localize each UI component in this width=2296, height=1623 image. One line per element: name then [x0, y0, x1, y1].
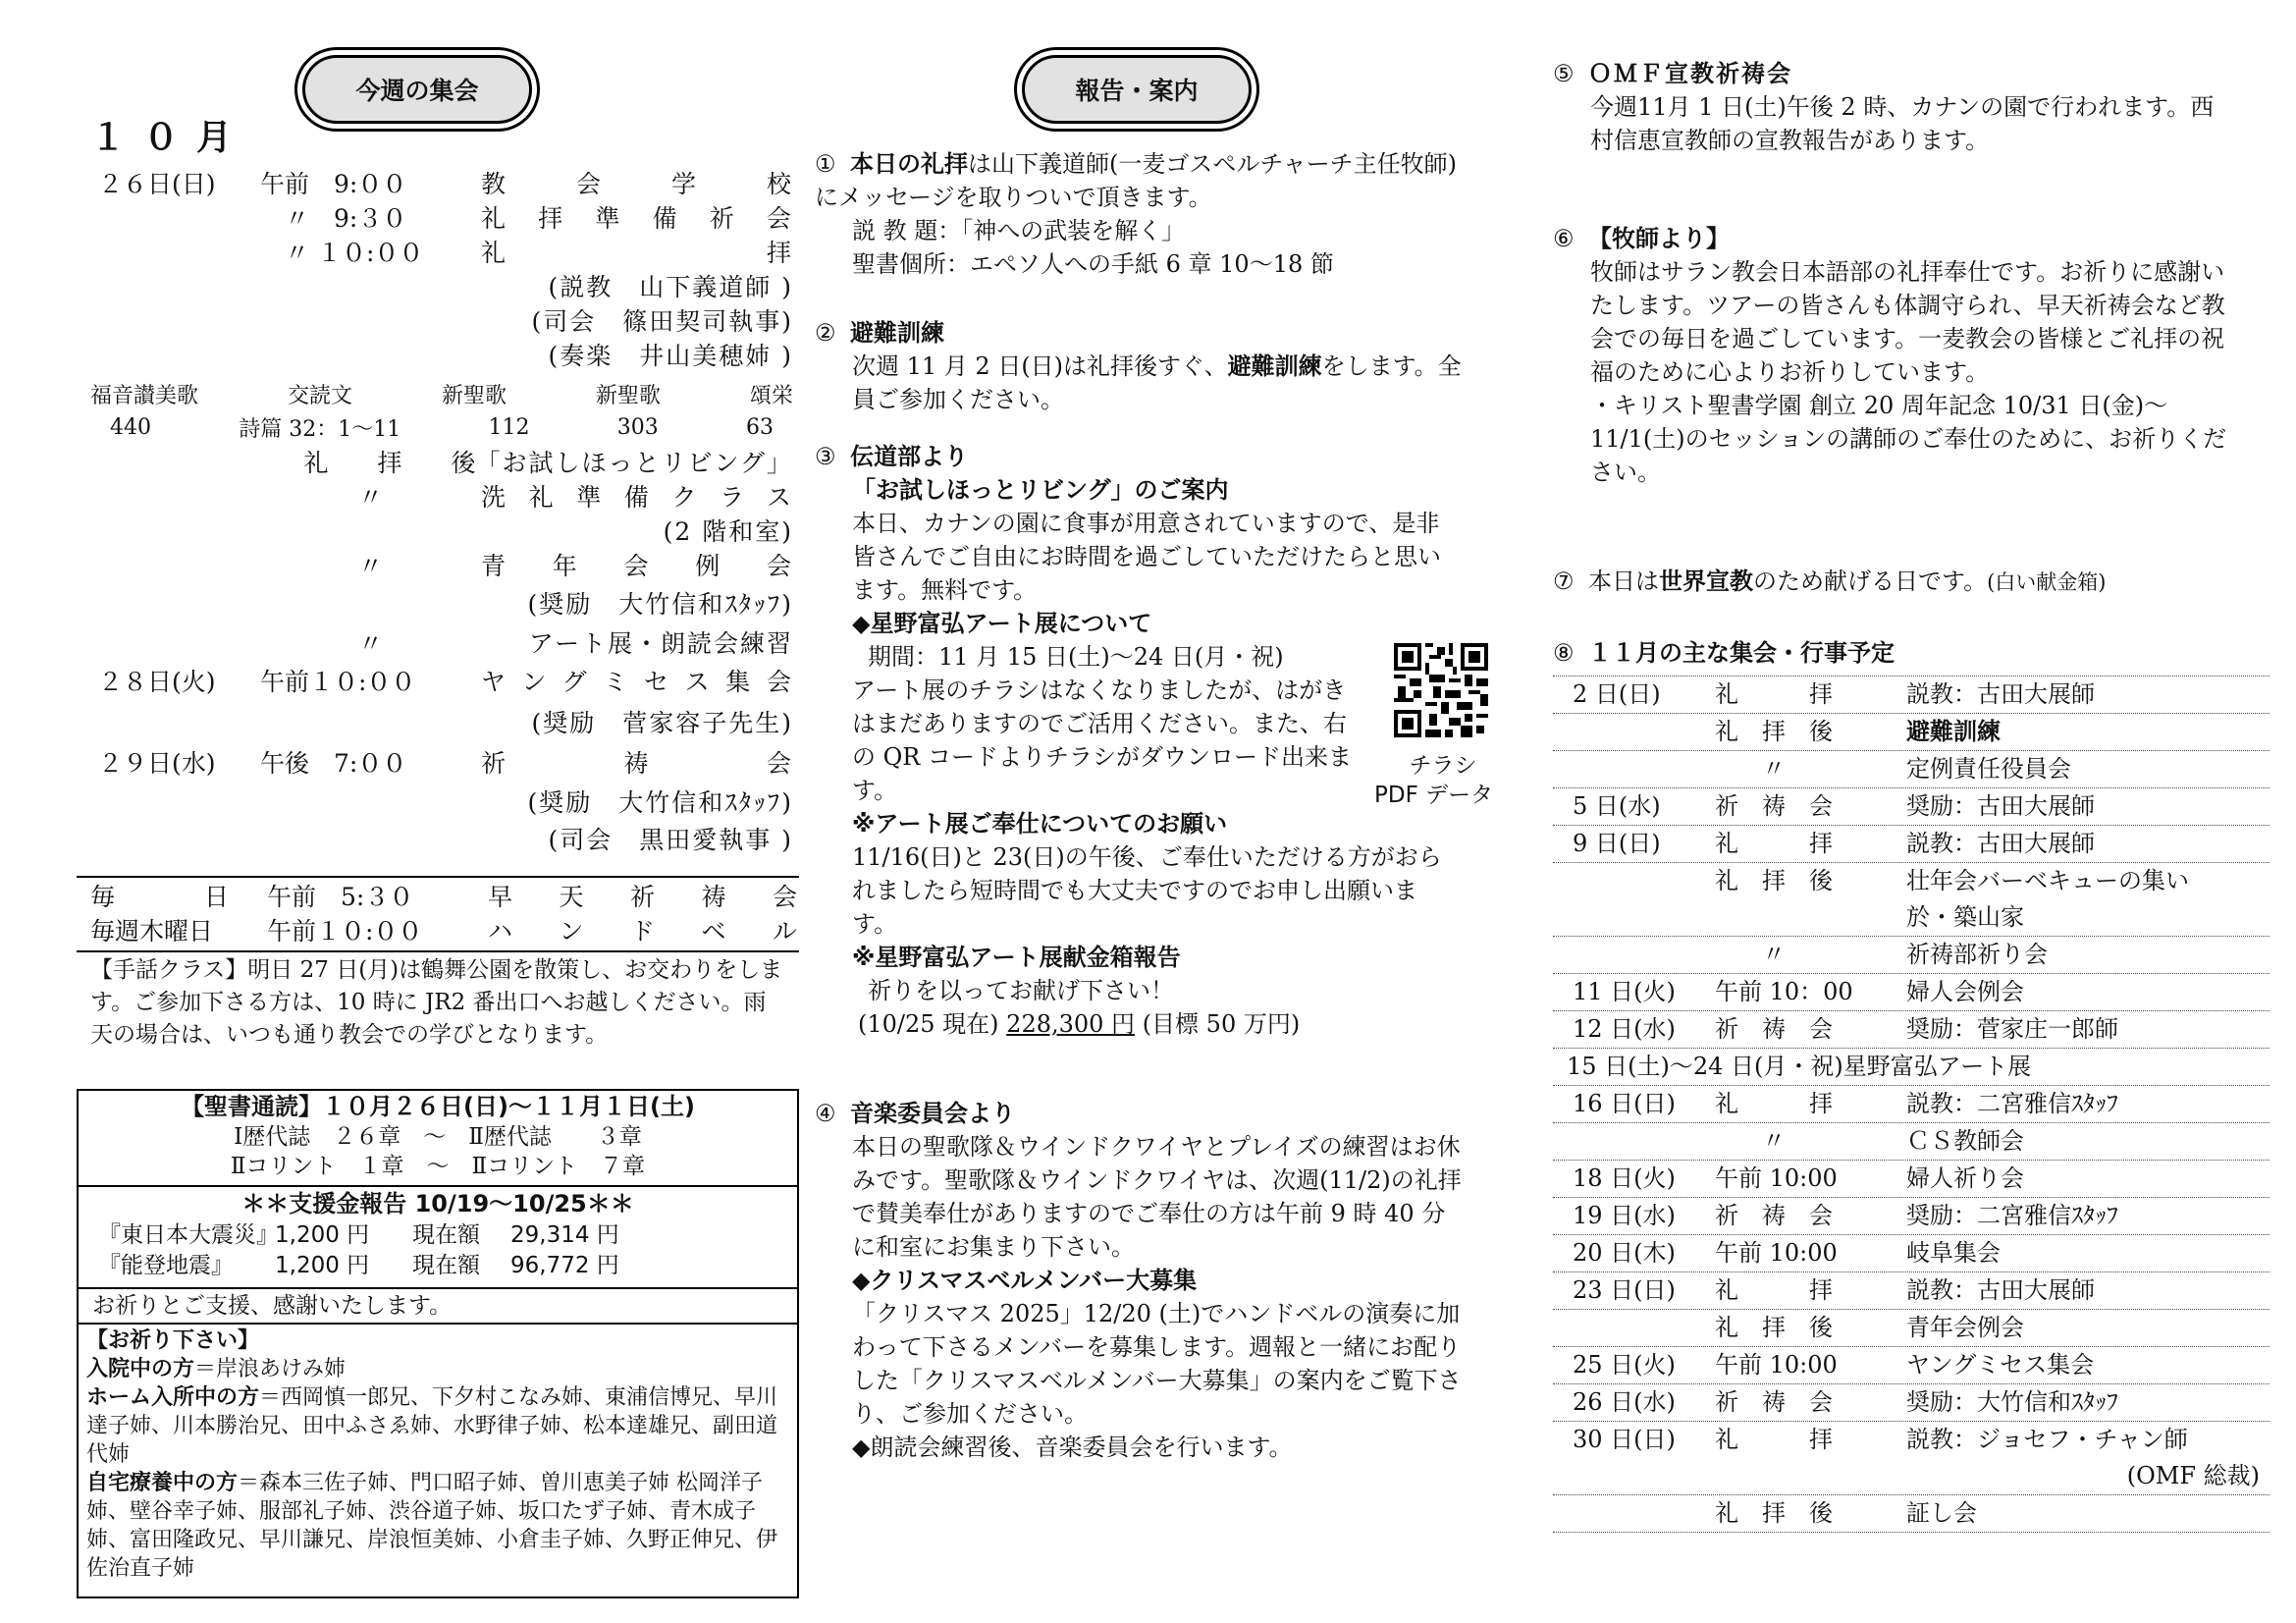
qr-code-block[interactable]: チラシ PDF データ — [1394, 643, 1492, 810]
announcement-6: ⑥ 【牧師より】 牧師はサラン教会日本語部の礼拝奉仕です。お祈りに感謝いたします。ツアーの皆さんも体調守られ、早天祈祷会など教会での毎日を過ごしています。一麦教会の皆様とご礼拝の祝福のために心よりお祈りしています。 ・キリスト聖書学園 創立 20 周年記念 10/31 日(金)～11/1(土)のセッションの講師のご奉仕のために、お祈りください。 — [1553, 225, 2227, 486]
after-service-row: 礼 拝 後 「お試しほっとリビング」 — [303, 448, 793, 477]
announcement-7: ⑦ 本日は世界宣教のため献げる日です。(白い献金箱) — [1553, 568, 2107, 595]
support-row: 『能登地震』 1,200 円 現在額 96,772 円 — [98, 1253, 619, 1278]
donation-amount: 228,300 円 — [1006, 1010, 1136, 1038]
info-boxes — [77, 1089, 799, 1598]
bible-reading-box: 【聖書通読】１０月２６日(日)～１１月１日(土) Ⅰ歴代誌 ２６章 ～ Ⅱ歴代誌 ３章 Ⅱコリント １章 ～ Ⅱコリント ７章 — [79, 1091, 797, 1187]
nov-row: 〃 定例責任役員会 — [1553, 751, 2269, 788]
nov-row: 〃 祈祷部祈り会 — [1553, 937, 2269, 974]
schedule-row: (奨励 菅家容子先生) — [531, 709, 793, 737]
after-service-row: 〃 アート展・朗読会練習 — [260, 628, 793, 658]
section-pill-this-week — [294, 47, 540, 132]
support-report-box: ＊＊支援金報告 10/19～10/25＊＊ 『東日本大震災』 1,200 円 現在額 29,314 円 『能登地震』 1,200 円 現在額 96,772 円 — [79, 1187, 797, 1289]
schedule-row: (司会 篠田契司執事) — [531, 306, 793, 336]
nov-row: 18 日(火) 午前 10:00 婦人祈り会 — [1553, 1161, 2269, 1198]
nov-row: 礼 拝 後 壮年会バーベキューの集い 於・築山家 — [1553, 863, 2269, 937]
month-heading: １０月 — [90, 118, 250, 158]
nov-row: 26 日(水) 祈 祷 会 奨励：大竹信和ｽﾀｯﾌ — [1553, 1384, 2269, 1422]
nov-row: 〃 ＣＳ教師会 — [1553, 1123, 2269, 1161]
announcement-1: ① 本日の礼拝は山下義道師(一麦ゴスペルチャーチ主任牧師) にメッセージを取りついで頂きます。 説 教 題：「神への武装を解く」 聖書個所：エペソ人への手紙 6 章 10～18 節 — [815, 150, 1458, 278]
nov-row: 礼 拝 後 証し会 — [1553, 1495, 2269, 1533]
november-schedule — [1553, 676, 2269, 1533]
schedule-row: 〃 9:３０ 礼拝準備祈会 — [260, 203, 793, 233]
announcement-8: ⑧ １１月の主な集会・行事予定 — [1553, 639, 1895, 667]
sign-class-notice: 【手話クラス】明日 27 日(月)は鶴舞公園を散策し、お交わりをします。ご参加下さる方は、10 時に JR2 番出口へお越しください。雨天の場合は、いつも通り教会での学びとなります。 — [90, 957, 783, 1048]
nov-row: 23 日(日) 礼 拝 説教：古田大展師 — [1553, 1272, 2269, 1310]
announcement-3: ③ 伝道部より 「お試しほっとリビング」のご案内 本日、カナンの園に食事が用意されていますので、是非皆さんでご自由にお時間を過ごしていただけたらと思います。無料です。 ◆星野富弘アート展について 期間：11 月 15 日(土)～24 日(月・祝) アート展のチラシはなくなりましたが、はがきはまだありますのでご活用ください。また、右の QR コードよりチラシがダウンロード出来ます。 ※アート展ご奉仕についてのお願い 11/16(日)と 23(日)の午後、ご奉仕いただける方がおられましたら短時間でも大丈夫ですのでお申し出願います。 ※星野富弘アート展献金箱報告 祈りを以ってお献げ下さい！ (10/25 現在) 228,300 円 (目標 50 万円) — [815, 443, 1442, 1038]
section-pill-announcements — [1014, 47, 1259, 132]
support-thanks: お祈りとご支援、感謝いたします。 — [79, 1289, 797, 1325]
after-service-row: 〃 青年会例会 — [260, 551, 793, 580]
nov-row: 2 日(日) 礼 拝 説教：古田大展師 — [1553, 676, 2269, 714]
section-title: 報告・案内 — [1022, 55, 1252, 124]
after-service-row: (奨励 大竹信和ｽﾀｯﾌ) — [527, 590, 793, 619]
schedule-row: 〃 １０:００ 礼 拝 — [260, 238, 793, 267]
schedule-row: (奨励 大竹信和ｽﾀｯﾌ) — [527, 788, 793, 817]
support-row: 『東日本大震災』 1,200 円 現在額 29,314 円 — [98, 1222, 619, 1248]
schedule-row: (奏楽 井山美穂姉 ) — [548, 341, 793, 370]
announcement-4: ④ 音楽委員会より 本日の聖歌隊＆ウインドクワイヤとプレイズの練習はお休みです。聖歌隊＆ウインドクワイヤは、次週(11/2)の礼拝で賛美奉仕がありますのでご奉仕の方は午前 9 時 40 分に和室にお集まり下さい。 ◆クリスマスベルメンバー大募集 「クリスマス 2025」12/20 (土)でハンドベルの演奏に加わって下さるメンバーを募集します。週報と一緒にお配りした「クリスマスベルメンバー大募集」の案内をご覧下さり、ご参加ください。 ◆朗読会練習後、音楽委員会を行います。 — [815, 1100, 1462, 1461]
nov-row: 11 日(火) 午前 10：00 婦人会例会 — [1553, 974, 2269, 1011]
nov-row: 19 日(水) 祈 祷 会 奨励：二宮雅信ｽﾀｯﾌ — [1553, 1198, 2269, 1235]
schedule-row: (司会 黒田愛執事 ) — [548, 826, 793, 854]
schedule-row: (説教 山下義道師 ) — [548, 272, 793, 301]
nov-row: 30 日(日) 礼 拝 説教：ジョセフ・チャン師 (OMF 総裁) — [1553, 1422, 2269, 1495]
announcement-2: ② 避難訓練 次週 11 月 2 日(日)は礼拝後すぐ、避難訓練をします。全員ご参加ください。 — [815, 319, 1462, 413]
weekly-schedule — [90, 165, 793, 857]
nov-row: 20 日(木) 午前 10:00 岐阜集会 — [1553, 1235, 2269, 1272]
nov-row: 25 日(火) 午前 10:00 ヤングミセス集会 — [1553, 1347, 2269, 1384]
schedule-row: 毎週木曜日 午前１０:００ ハンドベル — [90, 916, 799, 946]
schedule-row: ２６日(日) 午前 9:００ 教会学校 — [98, 169, 793, 198]
prayer-requests-box: 【お祈り下さい】 入院中の方＝岸浪あけみ姉 ホーム入所中の方＝西岡慎一郎兄、下夕村こなみ姉、東浦信博兄、早川達子姉、川本勝治兄、田中ふさゑ姉、水野律子姉、松本達雄兄、副田道代姉 自宅療養中の方＝森本三佐子姉、門口昭子姉、曽川恵美子姉 松岡洋子姉、壁谷幸子姉、服部礼子姉、渋谷道子姉、坂口たず子姉、青木成子姉、富田隆政兄、早川謙兄、岸浪恒美姉、小倉圭子姉、久野正伸兄、伊佐治直子姉 — [86, 1328, 778, 1581]
after-service-row: 〃 洗礼準備クラス — [260, 482, 793, 512]
announcement-5: ⑤ ＯＭＦ宣教祈祷会 今週11月 1 日(土)午後 2 時、カナンの園で行われます。西村信恵宣教師の宣教報告があります。 — [1553, 60, 2215, 154]
schedule-row: ２９日(水) 午後 7:００ 祈 祷 会 — [98, 749, 793, 778]
schedule-row: ２８日(火) 午前１０:００ ヤングミセス集会 — [98, 668, 793, 696]
after-service-row: (2 階和室) — [663, 516, 793, 546]
hymn-header: 福音讃美歌 交読文 新聖歌 新聖歌 頌栄 — [90, 383, 793, 408]
nov-row: 16 日(日) 礼 拝 説教：二宮雅信ｽﾀｯﾌ — [1553, 1086, 2269, 1123]
nov-row: 礼 拝 後 青年会例会 — [1553, 1310, 2269, 1347]
regular-meetings — [77, 876, 799, 1052]
section-title: 今週の集会 — [302, 55, 532, 124]
nov-row: 9 日(日) 礼 拝 説教：古田大展師 — [1553, 826, 2269, 863]
nov-row: 5 日(水) 祈 祷 会 奨励：古田大展師 — [1553, 788, 2269, 826]
nov-row: 礼 拝 後 避難訓練 — [1553, 714, 2269, 751]
qr-code-icon[interactable] — [1394, 643, 1488, 737]
schedule-row: 毎 日 午前 5:３０ 早天祈祷会 — [90, 882, 799, 911]
nov-row: 15 日(土)～24 日(月・祝)星野富弘アート展 — [1553, 1049, 2269, 1086]
hymn-values: 440 詩篇 32：1～11 112 303 63 — [110, 414, 774, 442]
nov-row: 12 日(水) 祈 祷 会 奨励：菅家庄一郎師 — [1553, 1011, 2269, 1049]
